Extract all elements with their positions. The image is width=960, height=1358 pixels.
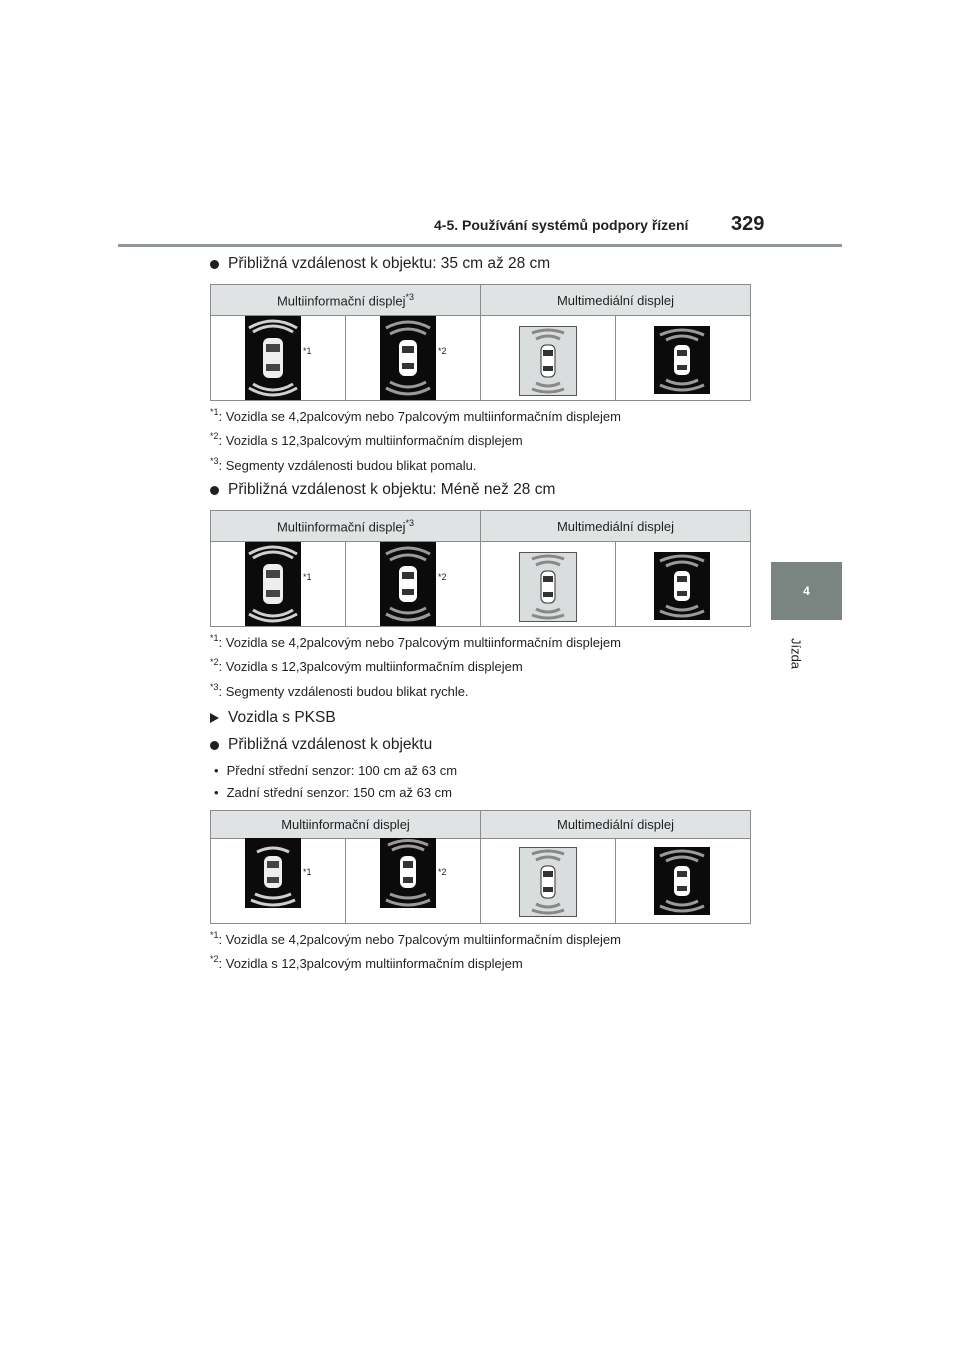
footnote: $^{*2}$: Vozidla s 12,3palcovým multiinformačním displejem: [210, 431, 523, 448]
footnote: $^{*1}$: Vozidla se 4,2palcovým nebo 7palcovým multiinformačním displejem: [210, 633, 621, 650]
mid-image-cell: [211, 316, 346, 401]
mm-image-cell: [481, 542, 616, 627]
display-table: [210, 284, 751, 401]
chapter-number: 4: [803, 584, 810, 598]
header-divider: [118, 244, 842, 247]
page-number: 329: [731, 213, 765, 235]
table-header-mid: Multiinformační displej$^{*3}$: [211, 511, 481, 542]
table-header-mm: Multimediální displej: [481, 511, 751, 542]
table-header-mid: Multiinformační displej$^{*3}$: [211, 285, 481, 316]
footnote-mark: *2: [438, 572, 447, 582]
mm-dark-parking-image: [654, 326, 710, 394]
mm-image-cell: [481, 316, 616, 401]
subsection-heading: Vozidla s PKSB: [210, 709, 336, 727]
section-heading: Přibližná vzdálenost k objektu: [210, 736, 432, 754]
footnote: $^{*1}$: Vozidla se 4,2palcovým nebo 7palcovým multiinformačním displejem: [210, 930, 621, 947]
table-header-mm: Multimediální displej: [481, 811, 751, 839]
footnote: $^{*1}$: Vozidla se 4,2palcovým nebo 7palcovým multiinformačním displejem: [210, 407, 621, 424]
triangle-bullet-icon: [210, 713, 219, 723]
mm-dark-pksb-image: [654, 847, 710, 915]
mm-dark-parking-image: [654, 552, 710, 620]
mm-image-cell: [616, 316, 751, 401]
mid-image-cell: [211, 839, 346, 924]
mid-123-parking-image: [380, 316, 436, 400]
list-item: • Přední střední senzor: 100 cm až 63 cm: [214, 763, 458, 778]
section-title: 4-5. Používání systémů podpory řízení: [434, 217, 689, 233]
chapter-label: [786, 632, 806, 682]
mid-image-cell: [211, 542, 346, 627]
table-header-mid: Multiinformační displej: [211, 811, 481, 839]
footnote: $^{*3}$: Segmenty vzdálenosti budou blikat pomalu.: [210, 456, 477, 473]
mid-image-cell: [346, 316, 481, 401]
chapter-name: Jízda: [788, 637, 804, 670]
mid-image-cell: [346, 839, 481, 924]
mid-42-pksb-image: [245, 838, 301, 908]
footnote-mark: *1: [303, 867, 312, 877]
table-header-mm: Multimediální displej: [481, 285, 751, 316]
section-heading: Přibližná vzdálenost k objektu: Méně než 28 cm: [210, 481, 555, 499]
section-heading: Přibližná vzdálenost k objektu: 35 cm až 28 cm: [210, 255, 550, 273]
mm-image-cell: [616, 839, 751, 924]
display-table: [210, 810, 751, 924]
footnote: $^{*3}$: Segmenty vzdálenosti budou blikat rychle.: [210, 682, 469, 699]
bullet-icon: [210, 741, 219, 750]
footnote-mark: *2: [438, 867, 447, 877]
footnote-mark: *1: [303, 572, 312, 582]
mm-image-cell: [481, 839, 616, 924]
chapter-tab[interactable]: [771, 562, 842, 620]
mid-123-pksb-image: [380, 838, 436, 908]
footnote-mark: *2: [438, 346, 447, 356]
footnote: $^{*2}$: Vozidla s 12,3palcovým multiinformačním displejem: [210, 657, 523, 674]
list-item: • Zadní střední senzor: 150 cm až 63 cm: [214, 785, 452, 800]
mm-light-parking-image: [519, 552, 577, 622]
mm-image-cell: [616, 542, 751, 627]
mid-image-cell: [346, 542, 481, 627]
footnote: $^{*2}$: Vozidla s 12,3palcovým multiinformačním displejem: [210, 954, 523, 971]
mm-light-pksb-image: [519, 847, 577, 917]
mid-42-parking-image: [245, 316, 301, 400]
mm-light-parking-image: [519, 326, 577, 396]
display-table: [210, 510, 751, 627]
bullet-icon: [210, 260, 219, 269]
bullet-icon: [210, 486, 219, 495]
mid-123-parking-image: [380, 542, 436, 626]
footnote-mark: *1: [303, 346, 312, 356]
mid-42-parking-image: [245, 542, 301, 626]
